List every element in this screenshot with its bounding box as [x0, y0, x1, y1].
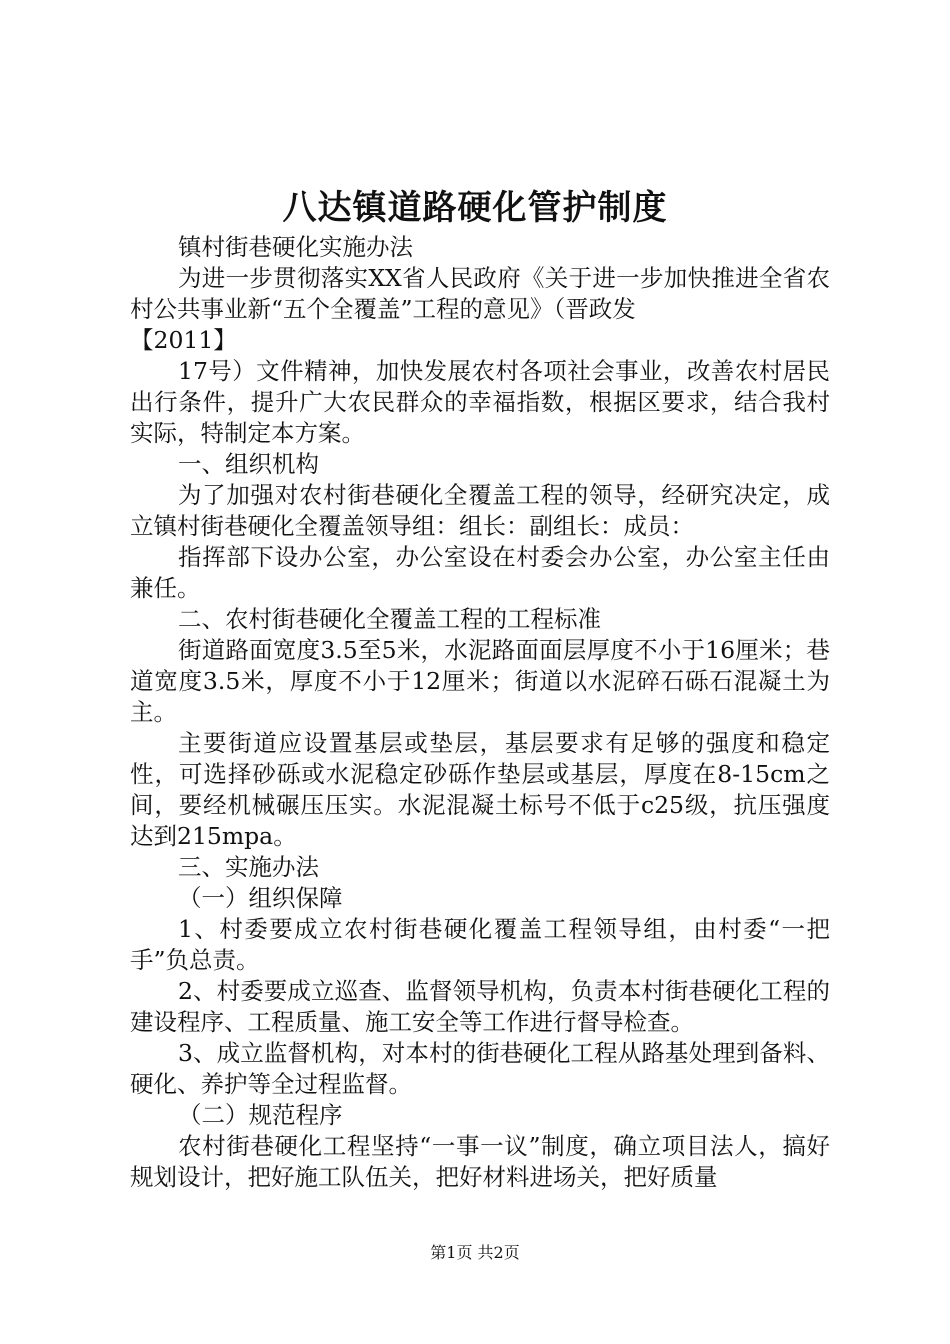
paragraph-2: 为进一步贯彻落实XX省人民政府《关于进一步加快推进全省农村公共事业新“五个全覆盖”工程的意见》（晋政发 — [130, 264, 830, 323]
paragraph-16: （二）规范程序 — [178, 1101, 343, 1129]
paragraph-10: 主要街道应设置基层或垫层，基层要求有足够的强度和稳定性，可选择砂砾或水泥稳定砂砾作垫层或基层，厚度在8-15cm之间，要经机械碾压压实。水泥混凝土标号不低于c25级，抗压强度达到215mpa。 — [130, 729, 830, 850]
paragraph-11: 三、实施办法 — [178, 853, 319, 881]
document-title: 八达镇道路硬化管护制度 — [282, 188, 668, 228]
paragraph-7: 指挥部下设办公室，办公室设在村委会办公室，办公室主任由兼任。 — [130, 543, 830, 602]
paragraph-4: 17号）文件精神，加快发展农村各项社会事业，改善农村居民出行条件，提升广大农民群众的幸福指数，根据区要求，结合我村实际，特制定本方案。 — [130, 357, 830, 447]
paragraph-1: 镇村街巷硬化实施办法 — [178, 233, 413, 261]
paragraph-8: 二、农村街巷硬化全覆盖工程的工程标准 — [178, 605, 601, 633]
paragraph-3: 【2011】 — [130, 326, 237, 354]
paragraph-15: 3、成立监督机构，对本村的街巷硬化工程从路基处理到备料、硬化、养护等全过程监督。 — [130, 1039, 830, 1098]
paragraph-13: 1、村委要成立农村街巷硬化覆盖工程领导组，由村委“一把手”负总责。 — [130, 915, 830, 974]
paragraph-9: 街道路面宽度3.5至5米，水泥路面面层厚度不小于16厘米；巷道宽度3.5米，厚度不小于12厘米；街道以水泥碎石砾石混凝土为主。 — [130, 636, 830, 726]
paragraph-14: 2、村委要成立巡查、监督领导机构，负责本村街巷硬化工程的建设程序、工程质量、施工安全等工作进行督导检查。 — [130, 977, 830, 1036]
paragraph-17: 农村街巷硬化工程坚持“一事一议”制度，确立项目法人，搞好规划设计，把好施工队伍关，把好材料进场关，把好质量 — [130, 1132, 830, 1191]
paragraph-6: 为了加强对农村街巷硬化全覆盖工程的领导，经研究决定，成立镇村街巷硬化全覆盖领导组：组长：副组长：成员： — [130, 481, 830, 540]
document-body — [130, 232, 830, 1193]
paragraph-5: 一、组织机构 — [178, 450, 319, 478]
paragraph-12: （一）组织保障 — [178, 884, 343, 912]
page-footer: 第1页 共2页 — [430, 1243, 520, 1262]
